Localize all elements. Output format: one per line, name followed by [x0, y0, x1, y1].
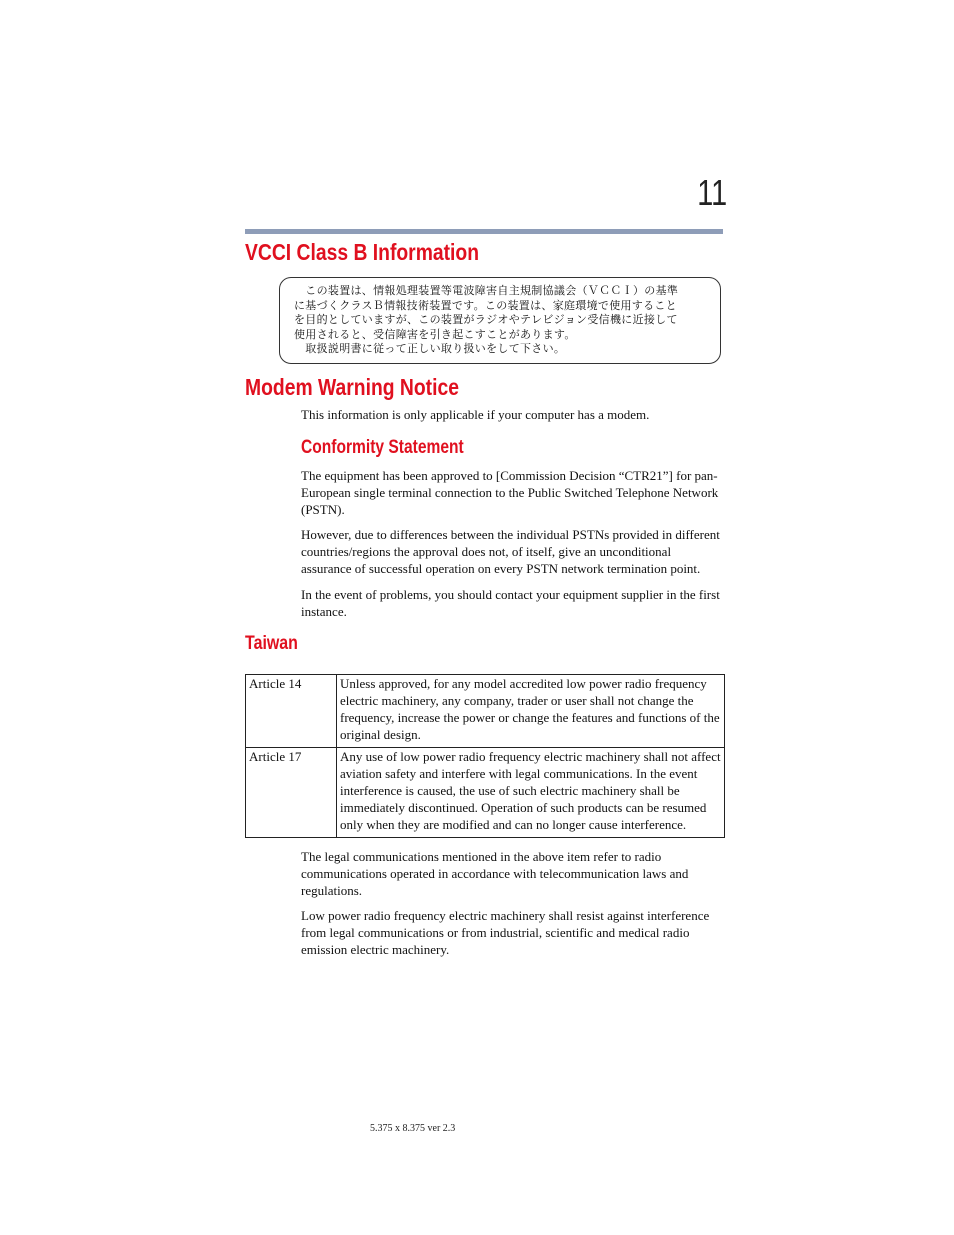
japanese-line: 使用されると、受信障害を引き起こすことがあります。 [294, 327, 576, 341]
article-cell: Article 14 [246, 675, 337, 748]
conformity-paragraph-2: However, due to differences between the individual PSTNs provided in different countries/regions the approval does not, of itself, give an unconditional assurance of successful operation on every PSTN network termination point. [301, 527, 720, 576]
article-cell: Article 17 [246, 748, 337, 838]
table-row [246, 675, 725, 748]
japanese-line: を目的としていますが、この装置がラジオやテレビジョン受信機に近接して [294, 313, 678, 327]
footer-version: 5.375 x 8.375 ver 2.3 [370, 1123, 456, 1134]
taiwan-paragraph-1: The legal communications mentioned in the above item refer to radio communications operated in accordance with telecommunication laws and regulations. [301, 849, 689, 898]
modem-intro: This information is only applicable if your computer has a modem. [301, 407, 650, 422]
table-row [246, 748, 725, 838]
vcci-japanese-notice-box [279, 277, 721, 364]
article-text-cell: Any use of low power radio frequency electric machinery shall not affect aviation safety and interfere with legal communications. In the event interference is caused, the use of such electric machinery shall be immediately discontinued. Operation of such products can be resumed only when they are modified and can no longer cause interference. [337, 748, 725, 838]
japanese-line: 取扱説明書に従って正しい取り扱いをして下さい。 [294, 342, 566, 356]
taiwan-heading: Taiwan [245, 633, 298, 654]
conformity-paragraph-1: The equipment has been approved to [Commission Decision “CTR21”] for pan-European single terminal connection to the Public Switched Telephone Network (PSTN). [301, 468, 719, 517]
article-text-cell: Unless approved, for any model accredited low power radio frequency electric machinery, any company, trader or user shall not change the frequency, increase the power or change the features and functions of the original design. [337, 675, 725, 748]
conformity-heading: Conformity Statement [301, 437, 464, 458]
japanese-line: この装置は、情報処理装置等電波障害自主規制協議会（ＶＣＣＩ）の基準 [294, 284, 679, 297]
page-number: 11 [697, 172, 728, 213]
conformity-paragraph-3: In the event of problems, you should contact your equipment supplier in the first instance. [301, 587, 720, 619]
taiwan-paragraph-2: Low power radio frequency electric machinery shall resist against interference from legal communications or from industrial, scientific and medical radio emission electric machinery. [301, 908, 710, 957]
header-rule [245, 229, 723, 234]
japanese-line: に基づくクラスＢ情報技術装置です。この装置は、家庭環境で使用すること [294, 298, 677, 312]
vcci-heading: VCCI Class B Information [245, 239, 480, 265]
taiwan-articles-table [245, 674, 725, 838]
modem-heading: Modem Warning Notice [245, 374, 459, 400]
